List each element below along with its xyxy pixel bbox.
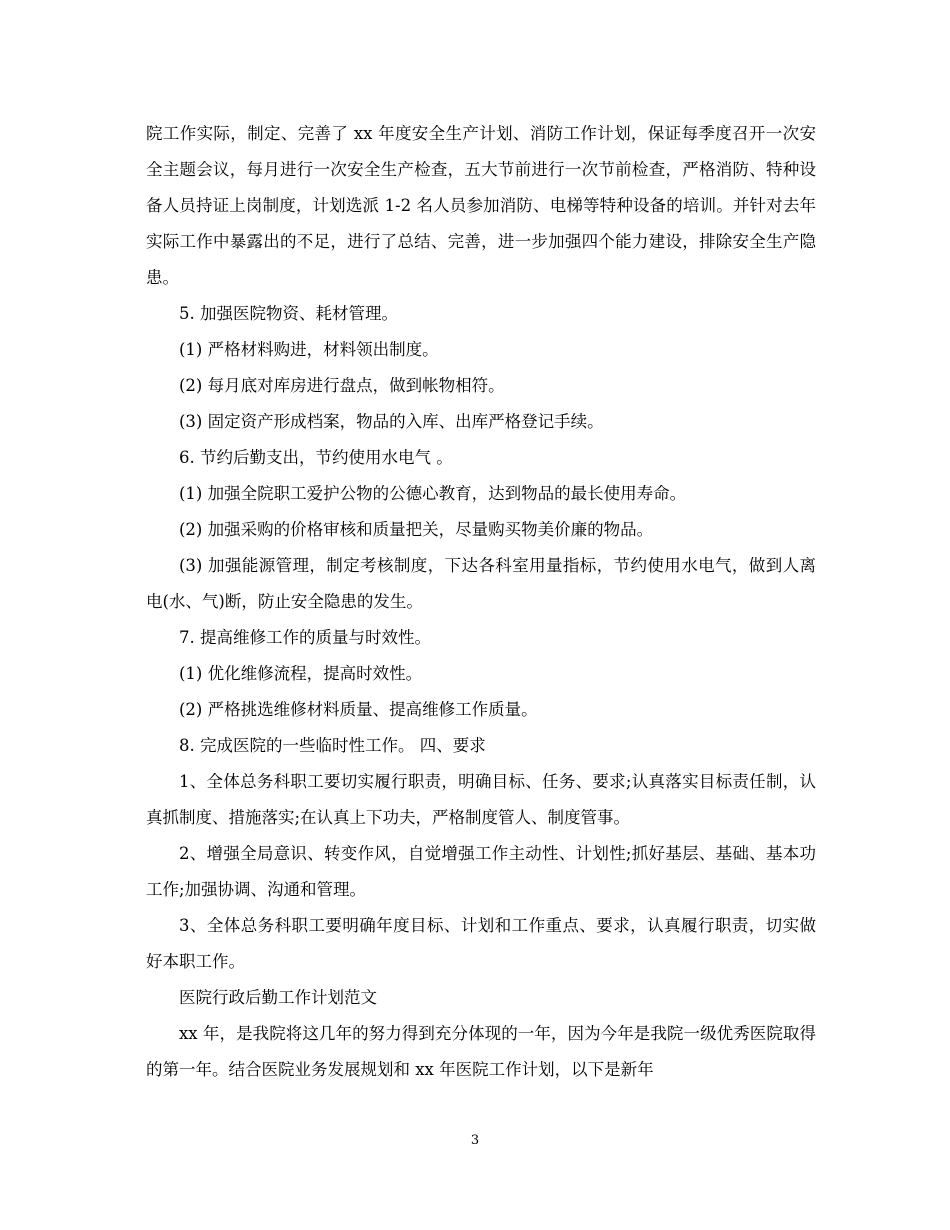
paragraph: 院工作实际，制定、完善了 xx 年度安全生产计划、消防工作计划，保证每季度召开一次安全主题会议，每月进行一次安全生产检查，五大节前进行一次节前检查，严格消防、特种设备人员持证上岗制度，计划选派 1-2 名人员参加消防、电梯等特种设备的培训。并针对去年实际工作中暴露出的不足，进行了总结、完善，进一步加强四个能力建设，排除安全生产隐患。 (146, 124, 816, 287)
paragraph: (3) 加强能源管理，制定考核制度，下达各科室用量指标，节约使用水电气，做到人离电(水、气)断，防止安全隐患的发生。 (146, 556, 816, 611)
paragraph: 5. 加强医院物资、耗材管理。 (179, 304, 398, 323)
paragraph: xx 年，是我院将这几年的努力得到充分体现的一年，因为今年是我院一级优秀医院取得的第一年。结合医院业务发展规划和 xx 年医院工作计划，以下是新年 (146, 1024, 816, 1079)
paragraph: (1) 严格材料购进，材料领出制度。 (179, 340, 439, 359)
paragraph: (2) 每月底对库房进行盘点，做到帐物相符。 (179, 376, 505, 395)
paragraph: 3、全体总务科职工要明确年度目标、计划和工作重点、要求，认真履行职责，切实做好本职工作。 (146, 916, 816, 971)
paragraph: (1) 优化维修流程，提高时效性。 (179, 664, 423, 683)
paragraph: 6. 节约后勤支出，节约使用水电气 。 (179, 448, 453, 467)
paragraph: 2、增强全局意识、转变作风，自觉增强工作主动性、计划性;抓好基层、基础、基本功工作;加强协调、沟通和管理。 (146, 844, 816, 899)
page-number: 3 (470, 1133, 480, 1148)
document-body (146, 116, 816, 1088)
paragraph: (2) 严格挑选维修材料质量、提高维修工作质量。 (179, 700, 538, 719)
paragraph: 1、全体总务科职工要切实履行职责，明确目标、任务、要求;认真落实目标责任制，认真抓制度、措施落实;在认真上下功夫，严格制度管人、制度管事。 (146, 772, 816, 827)
section-title: 医院行政后勤工作计划范文 (179, 988, 377, 1007)
paragraph: (1) 加强全院职工爱护公物的公德心教育，达到物品的最长使用寿命。 (179, 484, 687, 503)
paragraph: 7. 提高维修工作的质量与时效性。 (179, 628, 431, 647)
paragraph: 8. 完成医院的一些临时性工作。 四、要求 (179, 736, 486, 755)
paragraph: (3) 固定资产形成档案，物品的入库、出库严格登记手续。 (179, 412, 604, 431)
paragraph: (2) 加强采购的价格审核和质量把关，尽量购买物美价廉的物品。 (179, 520, 654, 539)
